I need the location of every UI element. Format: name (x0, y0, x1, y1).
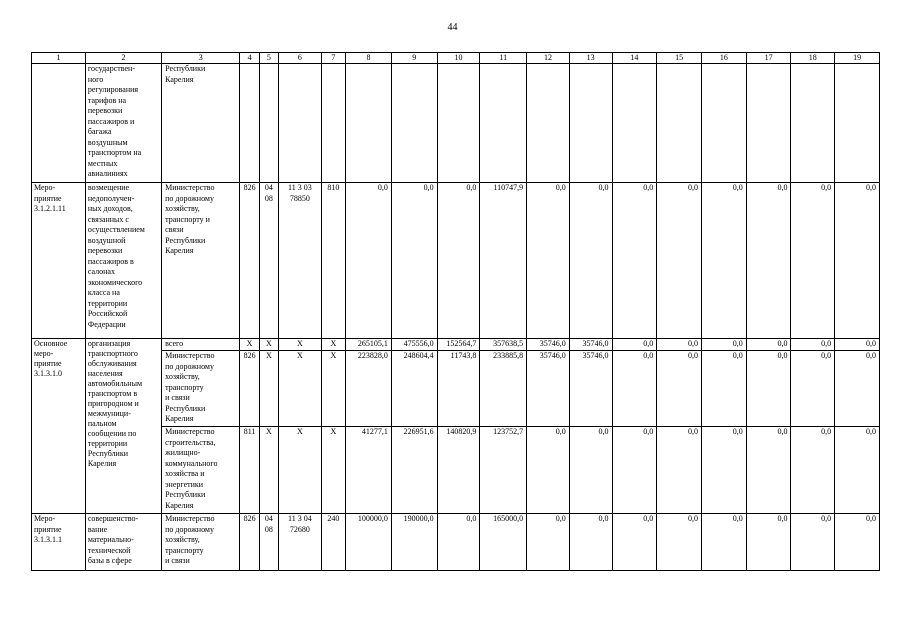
table-row (32, 514, 880, 571)
value-cell-col-7: X (321, 339, 345, 351)
value-cell-col-18: 0,0 (791, 351, 835, 427)
value-cell-col-12: 0,0 (527, 514, 570, 571)
value-cell-col-5: 04 08 (259, 514, 278, 571)
value-cell-col-16: 0,0 (701, 351, 746, 427)
value-cell-col-7: 810 (321, 183, 345, 339)
value-cell-col-14 (612, 64, 657, 183)
value-cell-col-13 (569, 64, 612, 183)
column-number-2: 2 (85, 53, 161, 64)
value-cell-col-4: 826 (240, 183, 259, 339)
value-cell-col-9: 190000,0 (391, 514, 437, 571)
value-cell-col-9: 0,0 (391, 183, 437, 339)
value-cell-col-9: 226951,6 (391, 427, 437, 514)
executor-cell: Министерство по дорожному хозяйству, транспорту и связи Республики Карелия (162, 351, 240, 427)
value-cell-col-14: 0,0 (612, 427, 657, 514)
table-row (32, 339, 880, 351)
activity-name-cell: возмещение недополучен- ных доходов, связанных с осуществлением воздушной перевозки пассажиров в салонах экономического класса на территории Российской Федерации (85, 183, 161, 339)
value-cell-col-17: 0,0 (746, 339, 791, 351)
value-cell-col-7 (321, 64, 345, 183)
activity-code-cell: Меро- приятие 3.1.3.1.1 (32, 514, 86, 571)
value-cell-col-6: 11 3 03 78850 (279, 183, 322, 339)
value-cell-col-11: 123752,7 (480, 427, 527, 514)
value-cell-col-10 (437, 64, 480, 183)
column-number-16: 16 (701, 53, 746, 64)
column-number-11: 11 (480, 53, 527, 64)
value-cell-col-8: 265105,1 (346, 339, 392, 351)
value-cell-col-18: 0,0 (791, 427, 835, 514)
value-cell-col-8: 223828,0 (346, 351, 392, 427)
value-cell-col-5: 04 08 (259, 183, 278, 339)
value-cell-col-17 (746, 64, 791, 183)
budget-table (31, 52, 880, 571)
value-cell-col-15: 0,0 (657, 339, 702, 351)
activity-code-cell: Основное меро- приятие 3.1.3.1.0 (32, 339, 86, 514)
column-number-15: 15 (657, 53, 702, 64)
column-number-3: 3 (162, 53, 240, 64)
value-cell-col-7: X (321, 351, 345, 427)
column-number-7: 7 (321, 53, 345, 64)
executor-cell: Министерство по дорожному хозяйству, транспорту и связи Республики Карелия (162, 183, 240, 339)
value-cell-col-16 (701, 64, 746, 183)
value-cell-col-15 (657, 64, 702, 183)
value-cell-col-15: 0,0 (657, 514, 702, 571)
value-cell-col-16: 0,0 (701, 339, 746, 351)
value-cell-col-6: X (279, 427, 322, 514)
executor-cell: всего (162, 339, 240, 351)
value-cell-col-14: 0,0 (612, 339, 657, 351)
value-cell-col-15: 0,0 (657, 351, 702, 427)
table-row (32, 64, 880, 183)
value-cell-col-13: 0,0 (569, 514, 612, 571)
column-number-5: 5 (259, 53, 278, 64)
value-cell-col-12: 0,0 (527, 427, 570, 514)
value-cell-col-18 (791, 64, 835, 183)
column-number-13: 13 (569, 53, 612, 64)
value-cell-col-14: 0,0 (612, 514, 657, 571)
column-number-8: 8 (346, 53, 392, 64)
value-cell-col-15: 0,0 (657, 427, 702, 514)
value-cell-col-16: 0,0 (701, 427, 746, 514)
value-cell-col-6: X (279, 339, 322, 351)
value-cell-col-11: 233885,8 (480, 351, 527, 427)
value-cell-col-19: 0,0 (835, 427, 880, 514)
value-cell-col-9 (391, 64, 437, 183)
column-number-6: 6 (279, 53, 322, 64)
executor-cell: Министерство строительства, жилищно- коммунального хозяйства и энергетики Республики Карелия (162, 427, 240, 514)
value-cell-col-12: 0,0 (527, 183, 570, 339)
value-cell-col-16: 0,0 (701, 514, 746, 571)
value-cell-col-17: 0,0 (746, 183, 791, 339)
header-row (32, 53, 880, 64)
value-cell-col-12: 35746,0 (527, 339, 570, 351)
value-cell-col-7: 240 (321, 514, 345, 571)
value-cell-col-12 (527, 64, 570, 183)
value-cell-col-4: X (240, 339, 259, 351)
value-cell-col-16: 0,0 (701, 183, 746, 339)
value-cell-col-4: 826 (240, 351, 259, 427)
column-number-17: 17 (746, 53, 791, 64)
value-cell-col-8 (346, 64, 392, 183)
page-number: 44 (447, 22, 458, 33)
value-cell-col-10: 11743,8 (437, 351, 480, 427)
value-cell-col-5: X (259, 339, 278, 351)
value-cell-col-13: 35746,0 (569, 351, 612, 427)
value-cell-col-17: 0,0 (746, 351, 791, 427)
column-number-4: 4 (240, 53, 259, 64)
value-cell-col-6: 11 3 04 72680 (279, 514, 322, 571)
value-cell-col-11: 110747,9 (480, 183, 527, 339)
column-number-12: 12 (527, 53, 570, 64)
value-cell-col-6: X (279, 351, 322, 427)
activity-name-cell: совершенство- вание материально- технической базы в сфере (85, 514, 161, 571)
executor-cell: Республики Карелия (162, 64, 240, 183)
column-number-19: 19 (835, 53, 880, 64)
value-cell-col-18: 0,0 (791, 183, 835, 339)
value-cell-col-14: 0,0 (612, 183, 657, 339)
value-cell-col-8: 0,0 (346, 183, 392, 339)
value-cell-col-10: 140820,9 (437, 427, 480, 514)
column-number-18: 18 (791, 53, 835, 64)
column-number-10: 10 (437, 53, 480, 64)
value-cell-col-4 (240, 64, 259, 183)
value-cell-col-19: 0,0 (835, 514, 880, 571)
value-cell-col-8: 100000,0 (346, 514, 392, 571)
value-cell-col-4: 811 (240, 427, 259, 514)
value-cell-col-19: 0,0 (835, 183, 880, 339)
value-cell-col-14: 0,0 (612, 351, 657, 427)
value-cell-col-13: 0,0 (569, 427, 612, 514)
value-cell-col-18: 0,0 (791, 339, 835, 351)
value-cell-col-5: X (259, 427, 278, 514)
column-number-14: 14 (612, 53, 657, 64)
value-cell-col-8: 41277,1 (346, 427, 392, 514)
value-cell-col-4: 826 (240, 514, 259, 571)
column-number-1: 1 (32, 53, 86, 64)
value-cell-col-19: 0,0 (835, 339, 880, 351)
value-cell-col-10: 0,0 (437, 183, 480, 339)
value-cell-col-18: 0,0 (791, 514, 835, 571)
activity-code-cell: Меро- приятие 3.1.2.1.11 (32, 183, 86, 339)
value-cell-col-10: 0,0 (437, 514, 480, 571)
activity-code-cell (32, 64, 86, 183)
value-cell-col-12: 35746,0 (527, 351, 570, 427)
value-cell-col-13: 0,0 (569, 183, 612, 339)
value-cell-col-17: 0,0 (746, 514, 791, 571)
activity-name-cell: организация транспортного обслуживания населения автомобильным транспортом в пригородном и межмуници- пальном сообщении по территории Республики Карелия (85, 339, 161, 514)
value-cell-col-11: 357638,5 (480, 339, 527, 351)
table-row (32, 183, 880, 339)
value-cell-col-10: 152564,7 (437, 339, 480, 351)
value-cell-col-5: X (259, 351, 278, 427)
value-cell-col-6 (279, 64, 322, 183)
value-cell-col-7: X (321, 427, 345, 514)
value-cell-col-19 (835, 64, 880, 183)
value-cell-col-11: 165000,0 (480, 514, 527, 571)
value-cell-col-19: 0,0 (835, 351, 880, 427)
value-cell-col-5 (259, 64, 278, 183)
value-cell-col-15: 0,0 (657, 183, 702, 339)
value-cell-col-9: 475556,0 (391, 339, 437, 351)
executor-cell: Министерство по дорожному хозяйству, транспорту и связи (162, 514, 240, 571)
value-cell-col-9: 248604,4 (391, 351, 437, 427)
value-cell-col-13: 35746,0 (569, 339, 612, 351)
value-cell-col-11 (480, 64, 527, 183)
value-cell-col-17: 0,0 (746, 427, 791, 514)
column-number-9: 9 (391, 53, 437, 64)
activity-name-cell: государствен- ного регулирования тарифов на перевозки пассажиров и багажа воздушным транспортом на местных авиалиниях (85, 64, 161, 183)
